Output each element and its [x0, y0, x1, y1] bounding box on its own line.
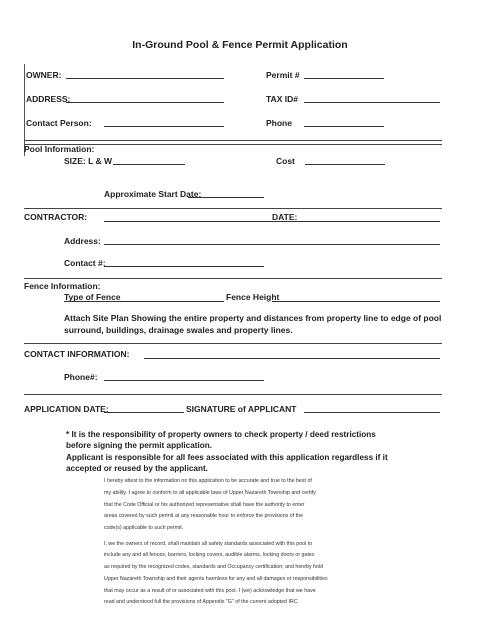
address-field[interactable] [66, 102, 224, 103]
contractor-label: CONTRACTOR: [24, 212, 88, 222]
owner-statement-text: Upper Nazareth Township and their agents harmless for any and all damages or responsibilities [104, 576, 328, 582]
contact-phone-label: Phone#: [64, 372, 98, 382]
pool-info-label: Pool Information: [24, 144, 95, 154]
cost-label: Cost [276, 156, 295, 166]
site-plan-instruction: surround, buildings, drainage swales and property lines. [64, 325, 293, 335]
contact-info-field[interactable] [144, 358, 440, 359]
contact-phone-field[interactable] [104, 380, 264, 381]
start-date-field[interactable] [188, 197, 264, 198]
attestation-text: I hereby attest to the information on this application to be accurate and true to the best of [104, 478, 312, 484]
left-margin-bar [24, 64, 25, 156]
fence-height-label: Fence Height [226, 292, 280, 302]
contractor-contact-field[interactable] [104, 266, 264, 267]
taxid-field[interactable] [304, 102, 440, 103]
owner-label: OWNER: [26, 70, 62, 80]
section-divider [24, 208, 442, 209]
attestation-text: that the Code Official or his authorized representative shall have the authority to enter [104, 502, 305, 508]
permit-field[interactable] [304, 78, 384, 79]
notice-text: * It is the responsibility of property owners to check property / deed restrictions [66, 430, 376, 439]
permit-label: Permit # [266, 70, 300, 80]
section-divider [24, 140, 442, 141]
contractor-field[interactable] [104, 221, 440, 222]
fence-type-field[interactable] [64, 301, 224, 302]
contact-person-label: Contact Person: [26, 118, 92, 128]
size-field[interactable] [113, 164, 185, 165]
contractor-address-label: Address: [64, 236, 101, 246]
phone-label: Phone [266, 118, 292, 128]
notice-text: accepted or reused by the applicant. [66, 464, 208, 473]
cost-field[interactable] [305, 164, 385, 165]
attestation-text: areas covered by such permit at any reasonable hour to enforce the provisions of the [104, 513, 304, 519]
owner-statement-text: that may occur as a result of or associated with this pool. I (we) acknowledge that we have [104, 588, 316, 594]
signature-label: SIGNATURE of APPLICANT [186, 404, 297, 414]
section-divider [24, 343, 442, 344]
notice-text: before signing the permit application. [66, 441, 213, 450]
owner-statement-text: read and understood full the provisions of Appendix "G" of the current adopted IRC [104, 599, 298, 605]
fence-info-label: Fence Information: [24, 281, 101, 291]
fence-height-field[interactable] [272, 301, 440, 302]
start-date-label: Approximate Start Date: [104, 189, 202, 199]
attestation-text: my ability. I agree to conform to all applicable laws of Upper Nazareth Township and certify [104, 490, 316, 496]
section-divider [24, 394, 442, 395]
taxid-label: TAX ID# [266, 94, 298, 104]
owner-statement-text: as required by the recognized codes, standards and Occupancy certification; and hereby hold [104, 564, 324, 570]
section-divider [24, 278, 442, 279]
notice-text: Applicant is responsible for all fees associated with this application regardless if it [66, 453, 388, 462]
application-date-field[interactable] [104, 412, 184, 413]
owner-statement-text: include any and all fences, barriers, locking covers, audible alarms, locking doors or gates [104, 552, 315, 558]
contractor-address-field[interactable] [104, 244, 440, 245]
page-title: In-Ground Pool & Fence Permit Application [132, 39, 348, 51]
owner-statement-text: I, we the owners of record, shall maintain all safety standards associated with this pool to [104, 541, 313, 547]
address-label: ADDRESS: [26, 94, 71, 104]
fence-type-label: Type of Fence [64, 292, 121, 302]
attestation-text: code(s) applicable to such permit. [104, 525, 184, 531]
application-date-label: APPLICATION DATE: [24, 404, 109, 414]
date-label: DATE: [272, 212, 298, 222]
contractor-contact-label: Contact #: [64, 258, 106, 268]
owner-field[interactable] [66, 78, 224, 79]
size-label: SIZE: L & W [64, 156, 113, 166]
signature-field[interactable] [304, 412, 440, 413]
contact-person-field[interactable] [104, 126, 224, 127]
contact-info-label: CONTACT INFORMATION: [24, 349, 130, 359]
site-plan-instruction: Attach Site Plan Showing the entire property and distances from property line to edge of pool [64, 313, 442, 323]
phone-field[interactable] [304, 126, 384, 127]
